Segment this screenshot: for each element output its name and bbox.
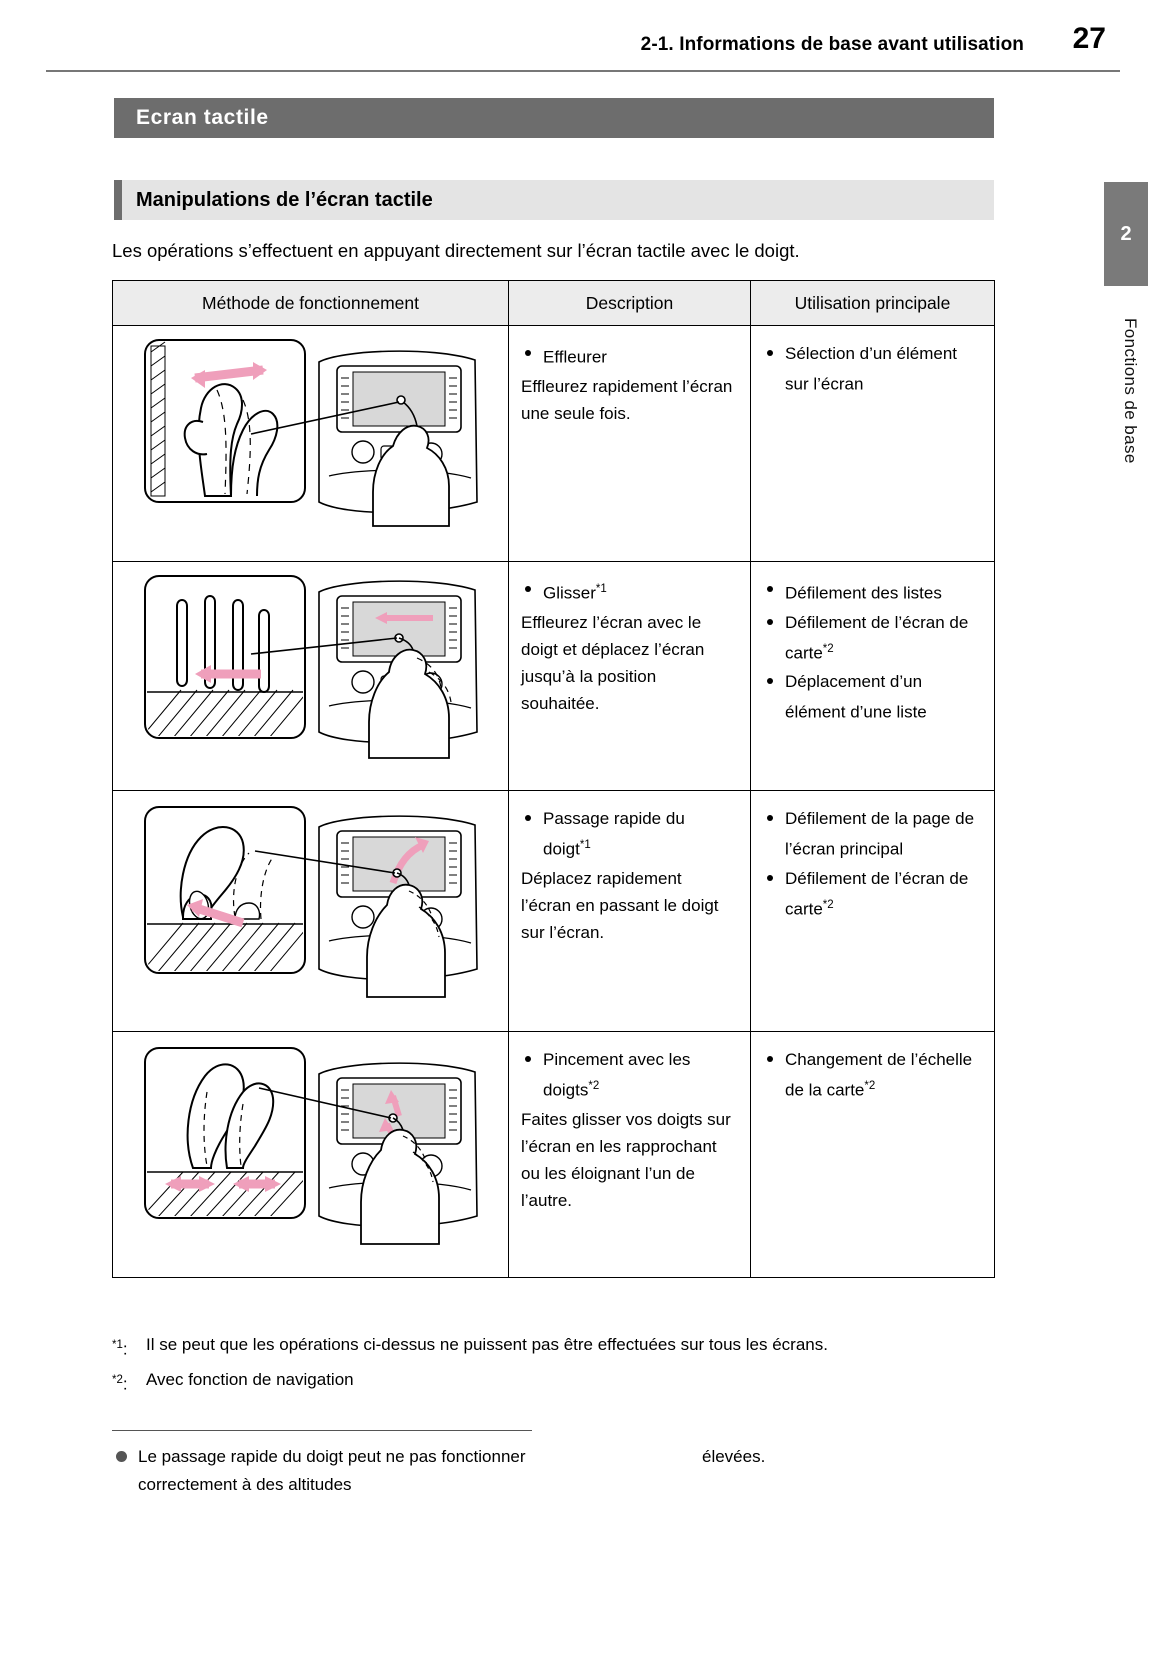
header-breadcrumb: 2-1. Informations de base avant utilisation	[640, 34, 1024, 55]
footnote-item	[112, 1365, 1012, 1400]
chapter-tab-label: Fonctions de base	[1121, 318, 1140, 464]
description-cell	[509, 1032, 751, 1278]
usage-item: Changement de l’échelle de la carte$^{*2}$	[763, 1046, 980, 1104]
usage-item: Défilement des listes	[763, 576, 980, 607]
usage-cell	[751, 326, 995, 562]
table-row	[113, 791, 995, 1032]
usage-item: Défilement de l’écran de carte$^{*2}$	[763, 865, 980, 923]
section-title: Ecran tactile	[136, 106, 269, 129]
touchscreen-tap-illustration	[113, 326, 509, 562]
note-continuation: élevées.	[702, 1447, 766, 1466]
description-cell	[509, 326, 751, 562]
column-header-description: Description	[509, 281, 751, 326]
footnote-text: Avec fonction de navigation	[146, 1369, 354, 1389]
table-row	[113, 326, 995, 562]
footnote-ref: *2	[822, 642, 834, 655]
usage-item: Sélection d’un élément sur l’écran	[763, 340, 980, 398]
column-header-method: Méthode de fonctionnement	[113, 281, 509, 326]
header-divider	[46, 70, 1120, 72]
touch-operations-table	[112, 280, 995, 1278]
description-title: Glisser$^{*1}$	[521, 576, 736, 607]
footnote-ref: *2	[822, 898, 834, 911]
description-body: Effleurez l’écran avec le doigt et déplacez l’écran jusqu’à la position souhaitée.	[521, 612, 705, 713]
note-divider	[112, 1430, 532, 1431]
table-row	[113, 1032, 995, 1278]
description-cell	[509, 791, 751, 1032]
usage-item: Défilement de l’écran de carte$^{*2}$	[763, 609, 980, 667]
touchscreen-pinch-illustration	[113, 1032, 509, 1278]
chapter-tab-number: 2	[1120, 222, 1132, 245]
usage-item: Déplacement d’un élément d’une liste	[763, 668, 980, 726]
page-header	[0, 22, 1166, 70]
footnote-text: Il se peut que les opérations ci-dessus ne puissent pas être effectuées sur tous les écrans.	[146, 1335, 828, 1354]
table-header-row	[113, 281, 995, 326]
usage-cell	[751, 791, 995, 1032]
bottom-note	[112, 1430, 1012, 1499]
footnote-mark: $^{*1}$:	[112, 1339, 128, 1359]
column-header-usage: Utilisation principale	[751, 281, 995, 326]
description-title: Effleurer	[521, 340, 736, 371]
description-cell	[509, 562, 751, 791]
touchscreen-flick-illustration	[113, 791, 509, 1032]
note-text: Le passage rapide du doigt peut ne pas fonctionner correctement à des altitudes	[112, 1443, 558, 1499]
footnote-mark: $^{*2}$:	[112, 1373, 128, 1394]
footnotes	[112, 1330, 1012, 1399]
description-body: Déplacez rapidement l’écran en passant le doigt sur l’écran.	[521, 868, 719, 942]
description-title: Pincement avec les doigts$^{*2}$	[521, 1046, 736, 1104]
intro-paragraph: Les opérations s’effectuent en appuyant directement sur l’écran tactile avec le doigt.	[112, 240, 800, 261]
subsection-title-bar	[114, 180, 994, 220]
usage-cell	[751, 1032, 995, 1278]
footnote-ref: *1	[595, 583, 607, 595]
footnote-item	[112, 1330, 1012, 1365]
description-title: Passage rapide du doigt$^{*1}$	[521, 805, 736, 863]
section-title-bar	[114, 98, 994, 138]
touchscreen-drag-illustration	[113, 562, 509, 791]
footnote-ref: *1	[579, 839, 591, 851]
page-number: 27	[1072, 22, 1106, 55]
usage-item: Défilement de la page de l’écran principal	[763, 805, 980, 863]
footnote-ref: *2	[864, 1080, 876, 1092]
table-row	[113, 562, 995, 791]
description-body: Faites glisser vos doigts sur l’écran en les rapprochant ou les éloignant l’un de l’autre.	[521, 1109, 731, 1210]
subsection-title: Manipulations de l’écran tactile	[136, 188, 433, 211]
chapter-tab	[1104, 182, 1148, 286]
usage-cell	[751, 562, 995, 791]
footnote-ref: *2	[588, 1080, 600, 1092]
description-body: Effleurez rapidement l’écran une seule fois.	[521, 376, 733, 423]
